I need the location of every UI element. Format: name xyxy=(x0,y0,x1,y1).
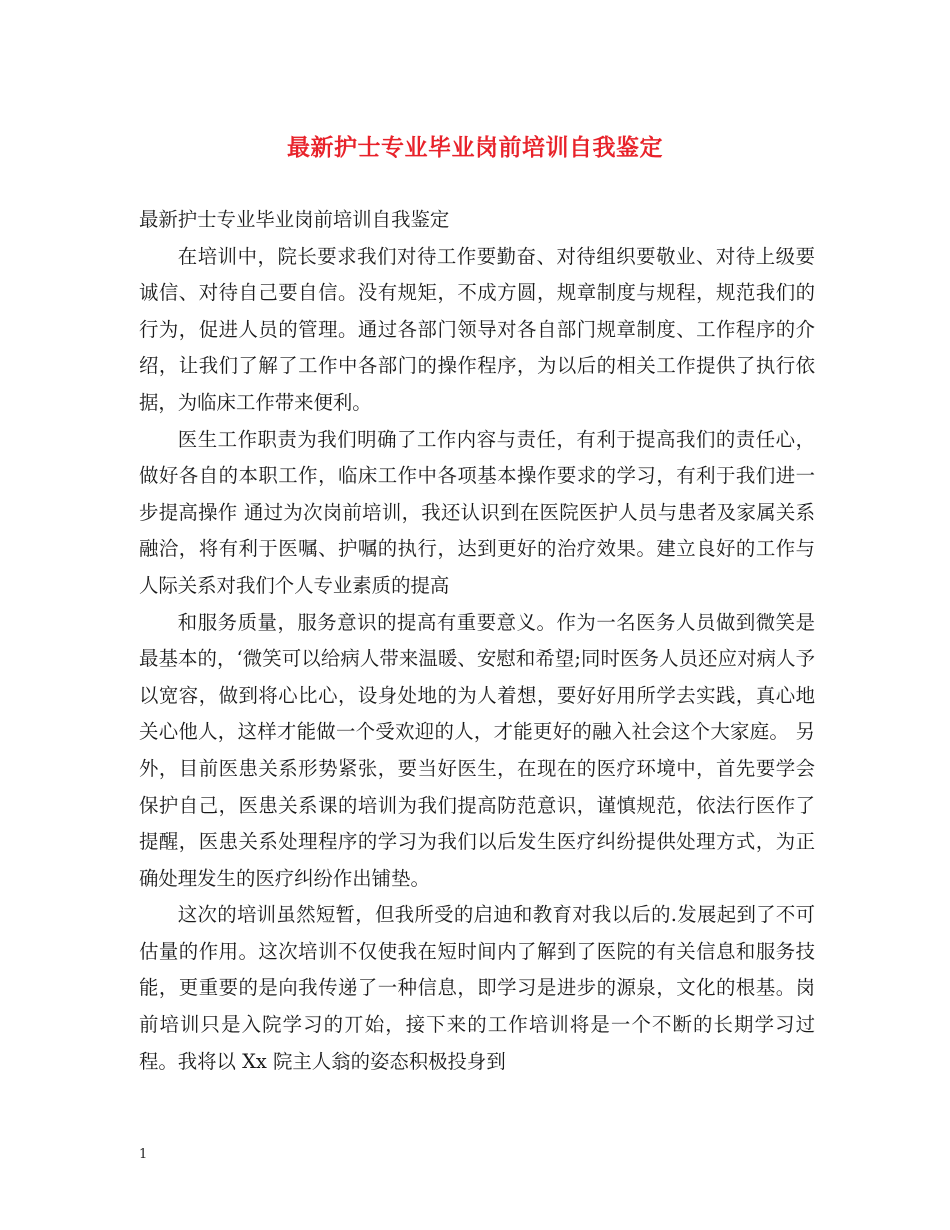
document-title: 最新护士专业毕业岗前培训自我鉴定 xyxy=(287,134,663,161)
paragraph-2: 医生工作职责为我们明确了工作内容与责任，有利于提高我们的责任心，做好各自的本职工作，临床工作中各项基本操作要求的学习，有利于我们进一步提高操作 通过为次岗前培训，我还认识到在医院医护人员与患者及家属关系融洽，将有利于医嘱、护嘱的执行，达到更好的治疗效果。建立良好的工作与人际关系对我们个人专业素质的提高 xyxy=(139,427,815,597)
document-body xyxy=(139,202,815,1080)
paragraph-4: 这次的培训虽然短暂，但我所受的启迪和教育对我以后的.发展起到了不可估量的作用。这次培训不仅使我在短时间内了解到了医院的有关信息和服务技能，更重要的是向我传递了一种信息，即学习是进步的源泉，文化的根基。岗前培训只是入院学习的丌始，接下来的工作培训将是一个不断的长期学习过程。我将以 Xx 院主人翁的姿态积极投身到 xyxy=(139,903,815,1073)
document-subtitle: 最新护士专业毕业岗前培训自我鉴定 xyxy=(139,208,450,231)
paragraph-3: 和服务质量，服务意识的提高有重要意义。作为一名医务人员做到微笑是最基本的，‘微笑可以给病人带来温暖、安慰和希望;同时医务人员还应对病人予以宽容，做到将心比心，设身处地的为人着想，要好好用所学去实践，真心地关心他人，这样才能做一个受欢迎的人，才能更好的融入社会这个大家庭。 另外，目前医患关系形势紧张，要当好医生，在现在的医疗环境中，首先要学会保护自己，医患关系课的培训为我们提高防范意识，谨慎规范，依法行医作了提醒，医患关系处理程序的学习为我们以后发生医疗纠纷提供处理方式，为正确处理发生的医疗纠纷作出铺垫。 xyxy=(139,610,815,890)
paragraph-1: 在培训中，院长要求我们对待工作要勤奋、对待组织要敬业、对待上级要诚信、对待自己要自信。没有规矩，不成方圆，规章制度与规程，规范我们的行为，促进人员的管理。通过各部门领导对各自部门规章制度、工作程序的介绍，让我们了解了工作中各部门的操作程序，为以后的相关工作提供了执行依据，为临床工作带来便利。 xyxy=(139,244,815,414)
page-number: 1 xyxy=(139,1147,148,1162)
